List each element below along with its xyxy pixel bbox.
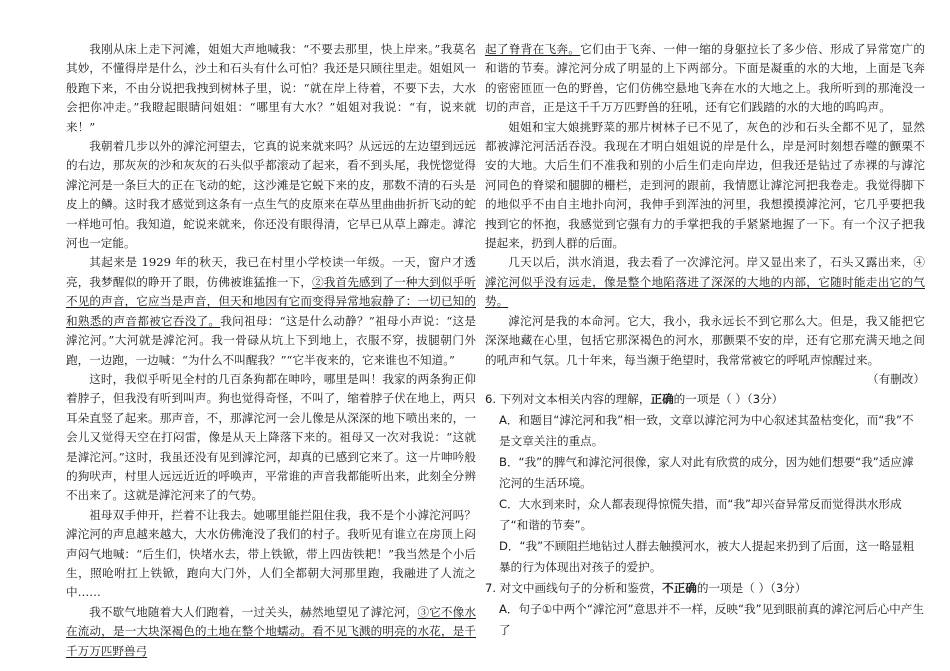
- question-7-keyword: 不正确: [662, 581, 697, 596]
- passage-paragraph-3: [66, 253, 476, 369]
- paragraph-8-text-before: 几天以后，洪水消退，我去看了一次滹沱河。岸又显出来了，石头又露出来，④: [508, 255, 925, 270]
- paragraph-6-continued-text: 它们由于飞奔、一伸一缩的身躯拉长了多少倍、形成了异常宽广的和谐的节奏。滹沱河分成了明显的上下两部分。下面是凝重的水的大地，上面是飞奔的密密匝匝一色的野兽，它们仿佛空悬地飞奔在水的大地之上。我所听到的那淹没一切的声音，正是这千千万万匹野兽的狂吼，还有它们践踏的水的大地的呜呜声。: [485, 42, 925, 115]
- paragraph-6-text-before: 我不歇气地随着大人们跑着，一过关头，赫然地望见了滹沱河，: [89, 604, 418, 619]
- paragraph-3-text-before: 其起来是 1929 年的秋天，我已在村里小学校读一年级。一天，窗户才透亮，我梦醒似的睁开了眼，仿佛被谁猛推一下，: [66, 255, 476, 289]
- question-7-option-a[interactable]: A．句子①中两个“滹沱河”意思并不一样，反映“我”见到眼前真的滹沱河后心中产生了: [499, 602, 924, 638]
- question-7-stem-before: 7. 对文中画线句子的分析和鉴赏，: [485, 581, 663, 596]
- question-6-stem-before: 6. 下列对文本相关内容的理解，: [485, 392, 651, 407]
- passage-paragraph-1: 我刚从床上走下河滩，姐姐大声地喊我：“不要去那里，快上岸来。”我莫名其妙，不懂得岸是什么，沙土和石头有什么可怕？我还是只顾往里走。姐姐风一般跑下来，不由分说把我拽到树林子里，说：“就在岸上待着，不要下去，大水会把你冲走。”我瞪起眼睛问姐姐：“哪里有大水？”姐姐对我说：“有，说来就来！”: [66, 42, 476, 134]
- paragraph-3-text-after: 我问祖母：“这是什么动静？”祖母小声说：“这是滹沱河。”大河就是滹沱河。我一骨碌从坑上下到地上，衣服不穿，拔腿朝门外跑，一边跑，一边喊：“为什么不叫醒我？”“它半夜来的，它来谁也不知道。”: [66, 313, 476, 367]
- left-column: [66, 40, 476, 661]
- passage-paragraph-8: [485, 253, 925, 311]
- passage-paragraph-7: 姐姐和宝大娘挑野菜的那片树林子已不见了，灰色的沙和石头全都不见了，显然都被滹沱河活活吞没。我现在才明白姐姐说的岸是什么，岸是河时刻想吞噬的颤栗不安的大地。大后生们不准我和别的小后生们走向岸边，但我还是钻过了赤裸的与滹沱河同色的脊梁和腿脚的栅栏，走到河的跟前，我情愿让滹沱河把我卷走。我觉得脚下的地似乎不由自主地扑向河，我伸手到浑浊的河里，我想摸摸滹沱河，它几乎要把我拽到它的怀抱，我感觉到它强有力的手掌把我的手紧紧地握了一下。有一个汉子把我提起来，扔到人群的后面。: [485, 119, 925, 251]
- question-6-option-a[interactable]: A．和题目“滹沱河和我”相一致，文章以滹沱河为中心叙述其盈枯变化，而“我”不是文章关注的重点。: [499, 413, 914, 449]
- question-6-option-d[interactable]: D．“我”不顾阻拦地钻过人群去触摸河水，被大人提起来扔到了后面，这一略显粗暴的行为体现出对孩子的爱护。: [499, 539, 915, 575]
- question-6-stem-after: 的一项是（ ）（3分）: [673, 392, 784, 407]
- question-6-keyword: 正确: [650, 392, 674, 407]
- question-6-option-c[interactable]: C．大水到来时，众人都表现得惊慌失措，而“我”却兴奋异常反而觉得洪水形成了“和谐的节奏”。: [499, 497, 902, 533]
- abridged-note: （有删改）: [867, 371, 925, 386]
- passage-paragraph-5: 祖母双手伸开，拦着不让我去。她哪里能拦阻住我，我不是个小滹沱河吗？滹沱河的声息越来越大，大水仿佛淹没了我们的村子。我听见有谁立在房顶上闷声闷气地喊：“后生们，快堵水去，带上铁锨，带上四齿铁耙！”我当然是个小后生，照呛咐扛上铁锨，跑向大门外，人们全都朝大河那里跑，我融进了人流之中……: [66, 507, 476, 600]
- right-column: [485, 40, 925, 641]
- underlined-sentence-2: ②我首先感到了一种大到似乎听不见的声音，它应当是声音，但天和地因有它而变得异常地寂静了：一切已知的和熟悉的声音都被它吞没了。: [66, 274, 476, 328]
- underlined-sentence-3-continued: 起了脊背在飞奔。: [485, 42, 581, 56]
- question-7-stem-after: 的一项是（ ）（3分）: [696, 581, 807, 596]
- underlined-sentence-4: 滹沱河似乎没有远走，像是整个地陷落进了深深的大地的内部，它随时能走出它的气势。: [485, 274, 925, 309]
- passage-paragraph-2: 我朝着几步以外的滹沱河望去，它真的说来就来吗？从远远的左边望到远远的右边，那灰灰的沙和灰灰的石头似乎都滚动了起来，看不到头尾，我恍惚觉得滹沱河是一条巨大的正在飞动的蛇，这沙滩是它蜕下来的皮，那数不清的石头是皮上的鳞。这时我才感觉到这条有一点生气的皮原来在草丛里曲曲折折飞动的蛇一样地可怕。我知道，蛇说来就来，你还没有眼得清，它早已从草上蹿走。滹沱河也一定能。: [66, 139, 476, 251]
- question-6-option-b[interactable]: B．“我”的脾气和滹沱河很像，家人对此有欣赏的成分，因为她们想要“我”适应滹沱河的生活环境。: [499, 455, 914, 491]
- passage-paragraph-6-continued: [485, 40, 925, 118]
- question-7-stem: [485, 578, 925, 599]
- passage-paragraph-6: [66, 603, 476, 661]
- underlined-sentence-3: ③它不像水在流动，是一大块深褐色的土地在整个地蠕动。看不见飞溅的明亮的水花，是千千万万匹野兽弓: [66, 604, 476, 658]
- passage-paragraph-4: 这时，我似乎听见全村的几百条狗都在呻吟，哪里是叫！我家的两条狗正仰着脖子，但我没有听到叫声。狗也觉得奇怪，不叫了，缩着脖子伏在地上，两只耳朵直竖了起来。那声音，不，那滹沱河一会儿像是从深深的地下喷出来的，一会儿又觉得天空在打闷雷，像是从天上降落下来的。祖母又一次对我说：“这就是滹沱河。”这时，我虽还没有见到滹沱河，却真的已感到它来了。这一片呻吟般的狗吠声，村里人远远近近的呼唤声，平常谁的声音我都能听出来，此刻全分辨不出来了。这就是滹沱河来了的气势。: [66, 371, 476, 503]
- passage-paragraph-9: 滹沱河是我的本命河。它大，我小，我永远长不到它那么大。但是，我又能把它深深地藏在心里，包括它那深褐色的河水，那颤栗不安的岸，还有它那充满天地之间的吼声和气氛。几十年来，每当濒于绝望时，我常常被它的呼吼声惊醒过来。: [485, 313, 925, 367]
- question-6-stem: [485, 389, 925, 410]
